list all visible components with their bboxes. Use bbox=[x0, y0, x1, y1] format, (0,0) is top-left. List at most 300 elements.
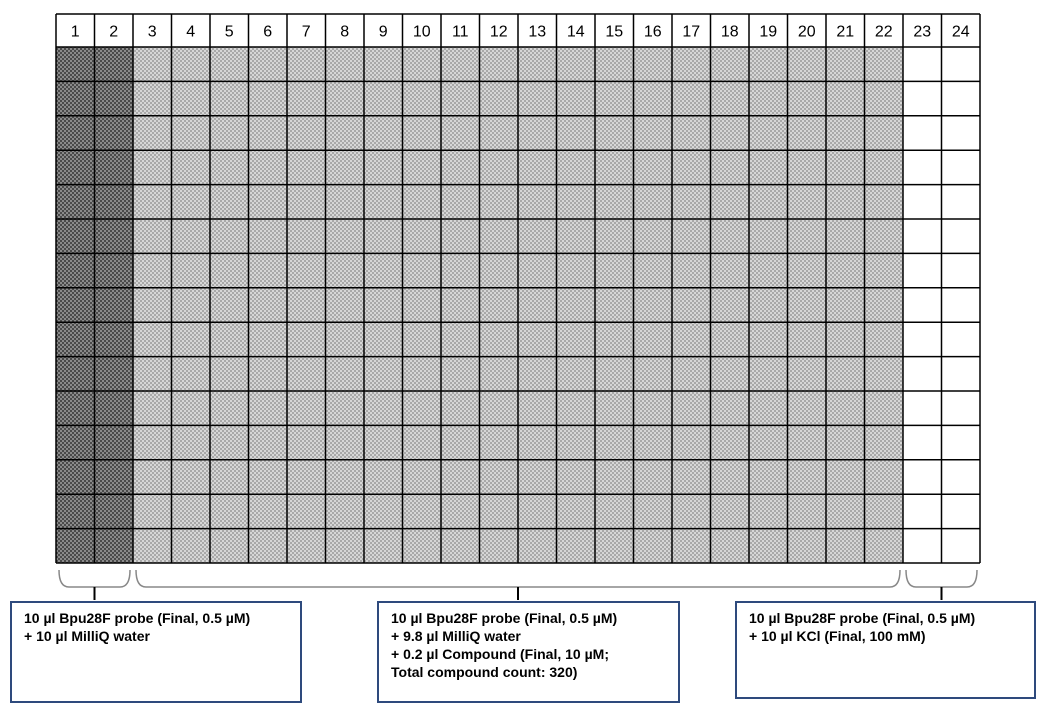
column-number-label: 17 bbox=[682, 23, 701, 41]
plate-well bbox=[210, 253, 249, 287]
plate-well bbox=[942, 253, 981, 287]
plate-well bbox=[865, 494, 904, 528]
plate-well bbox=[557, 460, 596, 494]
plate-well bbox=[634, 219, 673, 253]
plate-well bbox=[865, 288, 904, 322]
plate-well bbox=[672, 47, 711, 81]
plate-well bbox=[788, 357, 827, 391]
plate-well bbox=[480, 357, 519, 391]
plate-well bbox=[865, 322, 904, 356]
plate-well bbox=[749, 529, 788, 563]
plate-well bbox=[595, 253, 634, 287]
plate-well bbox=[903, 322, 942, 356]
plate-well bbox=[903, 47, 942, 81]
plate-well bbox=[249, 391, 288, 425]
plate-well bbox=[403, 391, 442, 425]
plate-well bbox=[634, 253, 673, 287]
column-number-label: 23 bbox=[913, 23, 932, 41]
plate-well bbox=[711, 494, 750, 528]
plate-well bbox=[56, 357, 95, 391]
plate-well bbox=[56, 116, 95, 150]
plate-well bbox=[364, 391, 403, 425]
plate-well bbox=[95, 81, 134, 115]
plate-well bbox=[672, 288, 711, 322]
plate-well bbox=[364, 529, 403, 563]
plate-well bbox=[172, 81, 211, 115]
plate-well bbox=[172, 219, 211, 253]
column-number-label: 5 bbox=[224, 23, 234, 41]
plate-well bbox=[711, 185, 750, 219]
plate-well bbox=[210, 357, 249, 391]
plate-well bbox=[903, 81, 942, 115]
plate-well bbox=[249, 150, 288, 184]
plate-well bbox=[518, 81, 557, 115]
plate-well bbox=[826, 494, 865, 528]
plate-well bbox=[826, 116, 865, 150]
plate-well bbox=[95, 288, 134, 322]
column-number-label: 10 bbox=[412, 23, 431, 41]
plate-well bbox=[788, 288, 827, 322]
plate-well bbox=[826, 460, 865, 494]
plate-well bbox=[903, 150, 942, 184]
plate-well bbox=[595, 219, 634, 253]
plate-well bbox=[711, 219, 750, 253]
column-number-label: 21 bbox=[836, 23, 855, 41]
plate-well bbox=[172, 185, 211, 219]
plate-well bbox=[210, 288, 249, 322]
plate-well bbox=[557, 219, 596, 253]
plate-well bbox=[749, 357, 788, 391]
plate-well bbox=[865, 253, 904, 287]
plate-well bbox=[364, 47, 403, 81]
plate-well bbox=[364, 81, 403, 115]
plate-well bbox=[557, 185, 596, 219]
plate-well bbox=[56, 81, 95, 115]
plate-well bbox=[326, 253, 365, 287]
plate-well bbox=[518, 150, 557, 184]
plate-well bbox=[518, 219, 557, 253]
column-number-label: 16 bbox=[643, 23, 662, 41]
plate-well bbox=[557, 391, 596, 425]
plate-well bbox=[326, 150, 365, 184]
plate-well bbox=[441, 529, 480, 563]
plate-well bbox=[95, 529, 134, 563]
plate-well bbox=[133, 322, 172, 356]
column-number-label: 22 bbox=[874, 23, 893, 41]
plate-well bbox=[287, 47, 326, 81]
plate-well bbox=[441, 150, 480, 184]
plate-well bbox=[210, 391, 249, 425]
plate-well bbox=[672, 185, 711, 219]
plate-well bbox=[480, 529, 519, 563]
plate-well bbox=[249, 357, 288, 391]
plate-well bbox=[903, 460, 942, 494]
plate-well bbox=[749, 81, 788, 115]
plate-well bbox=[634, 322, 673, 356]
plate-well bbox=[749, 47, 788, 81]
plate-well bbox=[403, 529, 442, 563]
column-number-label: 13 bbox=[528, 23, 547, 41]
plate-well bbox=[56, 460, 95, 494]
plate-well bbox=[95, 47, 134, 81]
column-number-label: 12 bbox=[489, 23, 508, 41]
plate-well bbox=[133, 253, 172, 287]
plate-well bbox=[326, 425, 365, 459]
plate-well bbox=[403, 219, 442, 253]
plate-well bbox=[749, 253, 788, 287]
plate-well bbox=[249, 219, 288, 253]
plate-well bbox=[557, 494, 596, 528]
plate-well bbox=[634, 460, 673, 494]
plate-well bbox=[595, 391, 634, 425]
plate-well bbox=[326, 322, 365, 356]
plate-well bbox=[942, 150, 981, 184]
plate-well bbox=[172, 494, 211, 528]
plate-well bbox=[557, 253, 596, 287]
plate-well bbox=[749, 391, 788, 425]
plate-well bbox=[903, 253, 942, 287]
plate-well bbox=[172, 150, 211, 184]
plate-well bbox=[942, 391, 981, 425]
plate-well bbox=[595, 425, 634, 459]
plate-well bbox=[634, 47, 673, 81]
plate-well bbox=[364, 116, 403, 150]
plate-well bbox=[634, 357, 673, 391]
plate-well bbox=[518, 185, 557, 219]
plate-well bbox=[826, 529, 865, 563]
plate-well bbox=[133, 219, 172, 253]
plate-well bbox=[249, 529, 288, 563]
plate-well bbox=[788, 529, 827, 563]
plate-well bbox=[788, 391, 827, 425]
plate-well bbox=[634, 529, 673, 563]
plate-well bbox=[441, 81, 480, 115]
plate-well bbox=[364, 357, 403, 391]
plate-well bbox=[672, 150, 711, 184]
plate-well bbox=[326, 185, 365, 219]
plate-well bbox=[95, 185, 134, 219]
legend-box-control bbox=[10, 601, 302, 703]
plate-well bbox=[788, 425, 827, 459]
plate-well bbox=[172, 253, 211, 287]
plate-well bbox=[942, 81, 981, 115]
plate-well bbox=[942, 219, 981, 253]
plate-well bbox=[326, 357, 365, 391]
plate-well bbox=[210, 529, 249, 563]
plate-well bbox=[249, 288, 288, 322]
plate-well bbox=[441, 391, 480, 425]
plate-well bbox=[749, 185, 788, 219]
plate-well bbox=[865, 529, 904, 563]
plate-well bbox=[865, 81, 904, 115]
column-number-label: 3 bbox=[147, 23, 157, 41]
plate-well bbox=[672, 116, 711, 150]
plate-well bbox=[403, 185, 442, 219]
plate-well bbox=[172, 322, 211, 356]
plate-well bbox=[788, 150, 827, 184]
plate-well bbox=[210, 47, 249, 81]
plate-well bbox=[749, 322, 788, 356]
plate-well bbox=[595, 185, 634, 219]
plate-well bbox=[634, 391, 673, 425]
plate-well bbox=[518, 47, 557, 81]
plate-well bbox=[249, 116, 288, 150]
plate-well bbox=[865, 425, 904, 459]
plate-well bbox=[942, 529, 981, 563]
plate-well bbox=[441, 116, 480, 150]
plate-well bbox=[826, 47, 865, 81]
plate-well bbox=[480, 322, 519, 356]
plate-well bbox=[287, 219, 326, 253]
legend-line: 10 µl Bpu28F probe (Final, 0.5 µM) bbox=[24, 610, 251, 626]
plate-well bbox=[518, 116, 557, 150]
plate-well bbox=[595, 288, 634, 322]
plate-well bbox=[326, 81, 365, 115]
plate-well bbox=[788, 460, 827, 494]
plate-well bbox=[172, 357, 211, 391]
plate-well bbox=[672, 529, 711, 563]
plate-well bbox=[634, 425, 673, 459]
plate-well bbox=[480, 219, 519, 253]
plate-well bbox=[210, 81, 249, 115]
legend-box-compound bbox=[377, 601, 680, 703]
plate-well bbox=[595, 150, 634, 184]
plate-well bbox=[788, 219, 827, 253]
plate-well bbox=[595, 494, 634, 528]
plate-well bbox=[942, 357, 981, 391]
plate-well bbox=[287, 322, 326, 356]
plate-well bbox=[865, 47, 904, 81]
plate-well bbox=[403, 81, 442, 115]
plate-well bbox=[634, 494, 673, 528]
plate-well bbox=[210, 185, 249, 219]
plate-well bbox=[133, 47, 172, 81]
plate-well bbox=[326, 219, 365, 253]
column-number-label: 9 bbox=[378, 23, 388, 41]
plate-well bbox=[249, 81, 288, 115]
column-number-label: 2 bbox=[109, 23, 119, 41]
plate-well bbox=[595, 81, 634, 115]
plate-well bbox=[826, 150, 865, 184]
plate-well bbox=[56, 425, 95, 459]
plate-well bbox=[826, 185, 865, 219]
plate-well bbox=[826, 253, 865, 287]
plate-well bbox=[557, 116, 596, 150]
plate-well bbox=[326, 288, 365, 322]
plate-well bbox=[903, 219, 942, 253]
plate-well bbox=[672, 460, 711, 494]
plate-well bbox=[711, 253, 750, 287]
plate-well bbox=[364, 425, 403, 459]
plate-well bbox=[95, 219, 134, 253]
plate-well bbox=[364, 150, 403, 184]
legend-line: + 10 µl KCl (Final, 100 mM) bbox=[749, 628, 926, 644]
plate-well bbox=[518, 253, 557, 287]
plate-well bbox=[403, 425, 442, 459]
plate-well bbox=[749, 460, 788, 494]
plate-well bbox=[364, 460, 403, 494]
plate-well bbox=[326, 494, 365, 528]
plate-well bbox=[711, 460, 750, 494]
plate-well bbox=[287, 425, 326, 459]
plate-well bbox=[749, 425, 788, 459]
plate-well bbox=[95, 253, 134, 287]
plate-well bbox=[942, 116, 981, 150]
plate-well bbox=[557, 81, 596, 115]
plate-well bbox=[865, 185, 904, 219]
plate-well bbox=[788, 253, 827, 287]
plate-well bbox=[672, 322, 711, 356]
plate-well bbox=[441, 47, 480, 81]
plate-well bbox=[480, 425, 519, 459]
plate-well bbox=[942, 494, 981, 528]
plate-well bbox=[903, 185, 942, 219]
plate-well bbox=[172, 529, 211, 563]
legend-box-kcl bbox=[735, 601, 1036, 699]
plate-well bbox=[942, 185, 981, 219]
plate-well bbox=[287, 150, 326, 184]
plate-well bbox=[133, 288, 172, 322]
plate-well bbox=[95, 357, 134, 391]
plate-well bbox=[441, 425, 480, 459]
plate-well bbox=[788, 185, 827, 219]
plate-well bbox=[672, 219, 711, 253]
plate-well bbox=[480, 391, 519, 425]
plate-well bbox=[634, 116, 673, 150]
plate-well bbox=[942, 460, 981, 494]
column-number-label: 6 bbox=[263, 23, 273, 41]
legend-line: + 0.2 µl Compound (Final, 10 µM; bbox=[391, 646, 609, 662]
plate-well bbox=[634, 150, 673, 184]
plate-well bbox=[672, 357, 711, 391]
plate-well bbox=[210, 460, 249, 494]
plate-well bbox=[826, 391, 865, 425]
plate-well bbox=[557, 357, 596, 391]
plate-well bbox=[942, 322, 981, 356]
plate-well bbox=[518, 391, 557, 425]
plate-well bbox=[518, 357, 557, 391]
plate-well bbox=[634, 81, 673, 115]
plate-well bbox=[172, 460, 211, 494]
plate-well bbox=[557, 322, 596, 356]
plate-well bbox=[711, 529, 750, 563]
plate-well bbox=[172, 116, 211, 150]
group-bracket bbox=[136, 570, 900, 587]
plate-well bbox=[287, 529, 326, 563]
plate-well bbox=[364, 219, 403, 253]
plate-well bbox=[595, 322, 634, 356]
plate-well bbox=[480, 288, 519, 322]
plate-well bbox=[557, 288, 596, 322]
plate-well bbox=[249, 460, 288, 494]
plate-well bbox=[942, 47, 981, 81]
plate-well bbox=[56, 47, 95, 81]
column-number-label: 24 bbox=[951, 23, 970, 41]
plate-well bbox=[172, 425, 211, 459]
plate-well bbox=[865, 150, 904, 184]
column-number-label: 8 bbox=[340, 23, 350, 41]
plate-well bbox=[865, 460, 904, 494]
plate-well bbox=[133, 460, 172, 494]
plate-well bbox=[711, 116, 750, 150]
plate-well bbox=[56, 185, 95, 219]
plate-well bbox=[480, 81, 519, 115]
group-bracket bbox=[59, 570, 130, 587]
plate-well bbox=[557, 529, 596, 563]
column-number-label: 11 bbox=[451, 23, 469, 41]
plate-well bbox=[441, 219, 480, 253]
plate-well bbox=[56, 322, 95, 356]
plate-well bbox=[249, 253, 288, 287]
plate-well bbox=[788, 116, 827, 150]
plate-well bbox=[133, 116, 172, 150]
plate-well bbox=[56, 150, 95, 184]
plate-well bbox=[672, 391, 711, 425]
plate-well bbox=[672, 253, 711, 287]
plate-well bbox=[595, 460, 634, 494]
plate-well bbox=[403, 150, 442, 184]
column-number-label: 19 bbox=[759, 23, 778, 41]
plate-well bbox=[634, 288, 673, 322]
plate-well bbox=[903, 357, 942, 391]
plate-well bbox=[518, 425, 557, 459]
plate-well bbox=[826, 219, 865, 253]
plate-well bbox=[172, 391, 211, 425]
plate-well bbox=[480, 150, 519, 184]
column-number-label: 4 bbox=[186, 23, 196, 41]
plate-well bbox=[865, 391, 904, 425]
plate-well bbox=[326, 116, 365, 150]
plate-well bbox=[518, 494, 557, 528]
plate-well bbox=[287, 391, 326, 425]
plate-well bbox=[826, 425, 865, 459]
plate-well bbox=[95, 150, 134, 184]
plate-well bbox=[287, 494, 326, 528]
plate-well bbox=[287, 185, 326, 219]
plate-well bbox=[56, 288, 95, 322]
plate-well bbox=[788, 47, 827, 81]
plate-well bbox=[518, 460, 557, 494]
plate-well bbox=[441, 185, 480, 219]
plate-well bbox=[403, 116, 442, 150]
plate-well bbox=[133, 425, 172, 459]
plate-well bbox=[441, 253, 480, 287]
plate-well bbox=[403, 288, 442, 322]
plate-well bbox=[557, 47, 596, 81]
plate-well bbox=[672, 81, 711, 115]
plate-well bbox=[441, 288, 480, 322]
plate-well bbox=[826, 81, 865, 115]
plate-well bbox=[480, 116, 519, 150]
plate-well bbox=[287, 288, 326, 322]
plate-well bbox=[942, 425, 981, 459]
plate-well bbox=[95, 116, 134, 150]
plate-well bbox=[133, 529, 172, 563]
plate-well bbox=[249, 425, 288, 459]
legend-line: + 9.8 µl MilliQ water bbox=[391, 628, 521, 644]
plate-well bbox=[711, 425, 750, 459]
plate-well bbox=[95, 494, 134, 528]
plate-well bbox=[210, 425, 249, 459]
plate-well bbox=[788, 494, 827, 528]
plate-well bbox=[287, 116, 326, 150]
plate-well bbox=[441, 460, 480, 494]
plate-well bbox=[480, 494, 519, 528]
plate-well bbox=[95, 391, 134, 425]
column-number-label: 14 bbox=[566, 23, 585, 41]
plate-well bbox=[711, 150, 750, 184]
plate-well bbox=[634, 185, 673, 219]
